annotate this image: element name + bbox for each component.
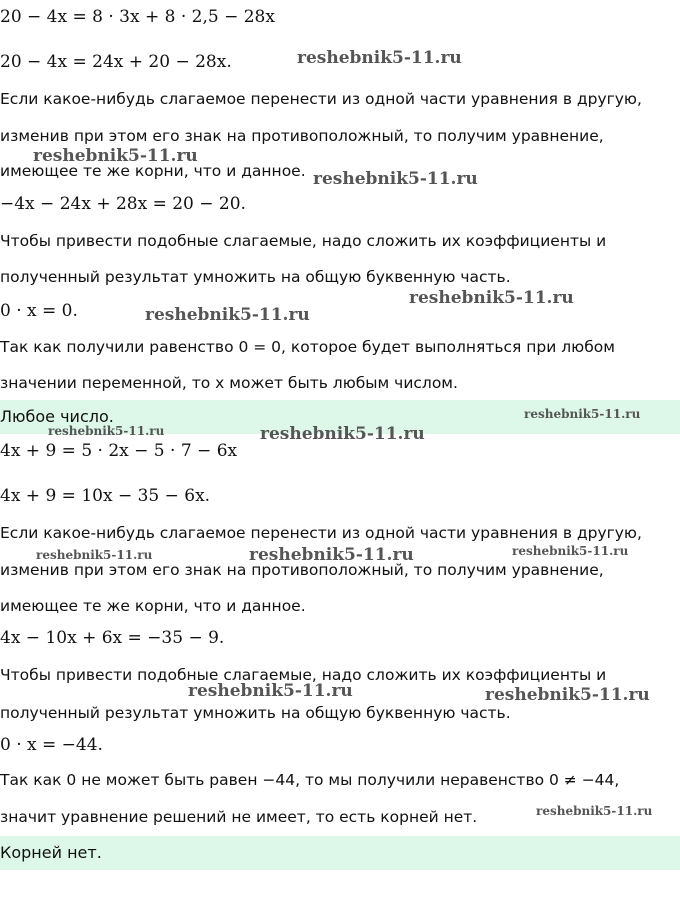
text-line: значит уравнение решений не имеет, то есть корней нет. [0,808,478,826]
text-line: Чтобы привести подобные слагаемые, надо сложить их коэффициенты и [0,232,607,250]
equation-line: 4x + 9 = 5 · 2x − 5 · 7 − 6x [0,441,238,461]
watermark: reshebnik5-11.ru [524,407,641,421]
watermark: reshebnik5-11.ru [512,544,629,558]
answer-box: Любое число. [0,400,680,434]
text-line: имеющее те же корни, что и данное. [0,162,306,180]
watermark: reshebnik5-11.ru [485,685,650,705]
text-line: Если какое-нибудь слагаемое перенести из одной части уравнения в другую, [0,524,642,542]
watermark: reshebnik5-11.ru [188,681,353,701]
equation-line: 20 − 4x = 24x + 20 − 28x. [0,52,232,72]
watermark: reshebnik5-11.ru [409,288,574,308]
text-line: имеющее те же корни, что и данное. [0,597,306,615]
watermark: reshebnik5-11.ru [260,424,425,444]
equation-line: 4x + 9 = 10x − 35 − 6x. [0,486,211,506]
equation-line: 0 · x = 0. [0,301,78,321]
equation-line: −4x − 24x + 28x = 20 − 20. [0,194,246,214]
watermark: reshebnik5-11.ru [36,548,153,562]
watermark: reshebnik5-11.ru [33,146,198,166]
text-line: Так как получили равенство 0 = 0, которое будет выполняться при любом [0,338,615,356]
watermark: reshebnik5-11.ru [48,424,165,438]
watermark: reshebnik5-11.ru [313,169,478,189]
text-line: изменив при этом его знак на противоположный, то получим уравнение, [0,561,604,579]
answer-box: Корней нет. [0,836,680,870]
text-line: Если какое-нибудь слагаемое перенести из одной части уравнения в другую, [0,90,642,108]
text-line: Так как 0 не может быть равен −44, то мы получили неравенство 0 ≠ −44, [0,771,620,789]
equation-line: 4x − 10x + 6x = −35 − 9. [0,628,225,648]
text-line: изменив при этом его знак на противоположный, то получим уравнение, [0,127,604,145]
watermark: reshebnik5-11.ru [536,804,653,818]
watermark: reshebnik5-11.ru [249,545,414,565]
text-line: полученный результат умножить на общую буквенную часть. [0,704,511,722]
text-line: значении переменной, то x может быть любым числом. [0,374,458,392]
watermark: reshebnik5-11.ru [145,305,310,325]
text-line: полученный результат умножить на общую буквенную часть. [0,268,511,286]
equation-line: 0 · x = −44. [0,735,103,755]
text-line: Чтобы привести подобные слагаемые, надо сложить их коэффициенты и [0,666,607,684]
watermark: reshebnik5-11.ru [297,48,462,68]
equation-line: 20 − 4x = 8 · 3x + 8 · 2,5 − 28x [0,7,275,27]
